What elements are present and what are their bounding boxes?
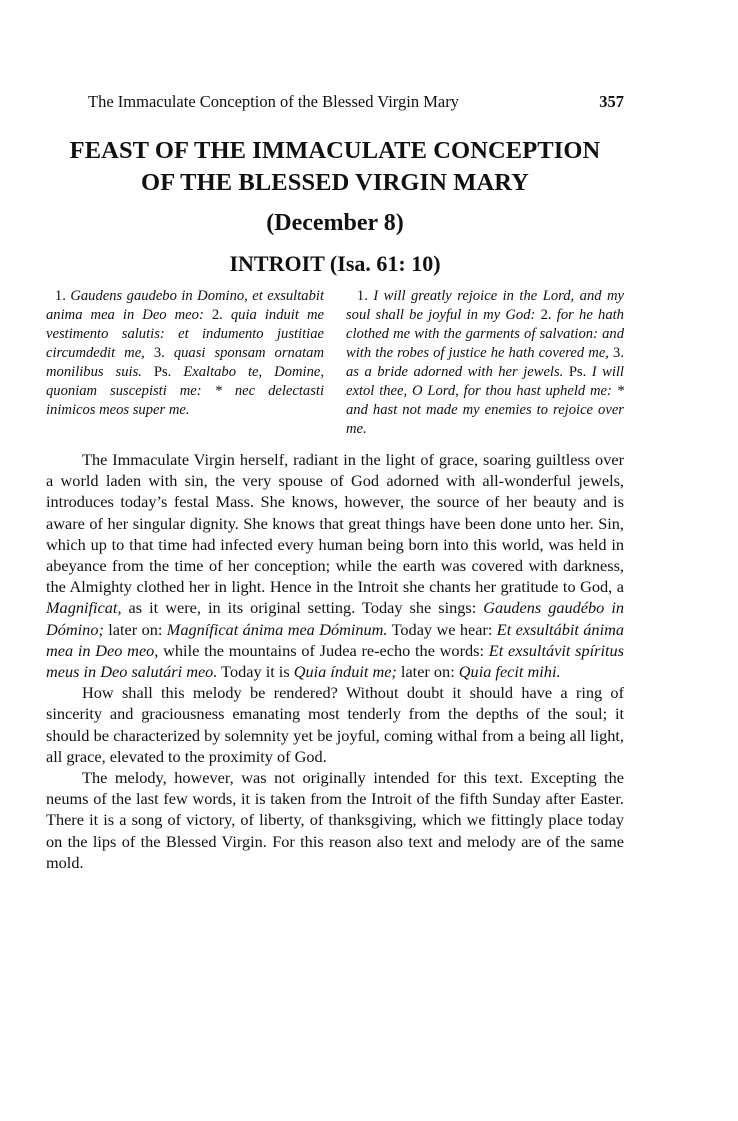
english-column [346,287,624,439]
page-number: 357 [599,92,624,111]
english-psalm: I will extol thee, O Lord, for thou hast upheld me: * and hast not made my enemies to rejoice over me. [346,364,624,437]
paragraph-3: The melody, however, was not originally intended for this text. Excepting the neums of the last few words, it is taken from the Introit of the fifth Sunday after Easter. There it is a song of victory, of liberty, of thanksgiving, which we fittingly place today on the lips of the Blessed Virgin. For this reason also text and melody are of the same mold. [46,768,624,872]
psalm-marker: Ps. [153,364,172,380]
latin-psalm: Exaltabo te, Domine, quoniam suscepisti me: * nec delectasti inimicos meos super me. [46,364,324,418]
verse-number: 2. [540,307,552,323]
latin-verse-1: Gaudens gaudebo in Domino, et exsultabit anima mea in Deo meo: [46,288,324,323]
introit-text-columns [46,287,624,439]
paragraph-2: How shall this melody be rendered? Without doubt it should have a ring of sincerity and graciousness emanating most tenderly from the depths of the soul; it should be characterized by solemnity yet be joyful, coming withal from a being all light, all grace, elevated to the proximity of God. [46,683,624,766]
text-run: while the mountains of Judea re-echo the words: [158,640,489,660]
english-verse-1: I will greatly rejoice in the Lord, and my soul shall be joyful in my God: [346,288,624,323]
english-verse-2: for he hath clothed me with the garments of salvation: and with the robes of justice he hath covered me, [346,307,624,361]
english-verse-3: as a bride adorned with her jewels. [346,364,564,380]
commentary [46,449,624,873]
feast-title-line-1: FEAST OF THE IMMACULATE CONCEPTION [69,137,601,164]
text-run: Today it is [217,662,294,682]
latin-column [46,287,324,439]
latin-phrase: Et exsultábit ánima mea in Deo meo, [46,619,624,660]
latin-phrase: Magníficat ánima mea Dóminum. [166,619,388,639]
verse-number: 3. [613,345,624,361]
paragraph-1 [46,449,624,682]
running-head [88,92,624,114]
text-run: later on: [396,662,459,682]
verse-number: 2. [211,307,223,323]
book-page [46,92,624,873]
latin-verse-3: quasi sponsam ornatam monilibus suis. [46,345,325,380]
verse-number: 3. [153,345,165,361]
latin-phrase: Magnificat, [46,598,122,618]
feast-title-line-2: OF THE BLESSED VIRGIN MARY [141,169,529,196]
latin-phrase: Quia fecit mihi. [458,662,561,682]
text-run: Today we hear: [387,619,497,639]
verse-number: 1. [356,288,368,304]
latin-phrase: Et exsultávit spíritus meus in Deo salutári meo. [46,640,624,682]
text-run: later on: [103,619,167,639]
feast-title [46,135,624,199]
psalm-marker: Ps. [568,364,587,380]
latin-phrase: Quia índuit me; [293,662,397,682]
introit-heading: INTROIT (Isa. 61: 10) [229,251,441,276]
running-head-title: The Immaculate Conception of the Blessed Virgin Mary [88,92,459,111]
feast-date: (December 8) [266,210,404,236]
text-run: as it were, in its original setting. Today she sings: [121,598,484,618]
text-run: The Immaculate Virgin herself, radiant in the light of grace, soaring guiltless over a world laden with sin, the very spouse of God adorned with all-wonderful jewels, introduces today’s festal Mass. She knows, however, the source of her beauty and is aware of her singular dignity. She knows that great things have been done unto her. Sin, which up to that time had infected every human being born into this world, was held in abeyance from the time of her conception; while the earth was covered with darkness, the Almighty clothed her in light. Hence in the Introit she chants her gratitude to God, a [46,450,624,597]
verse-number: 1. [54,288,66,304]
latin-verse-2: quia induit me vestimento salutis: et indumento justitiae circumdedit me, [46,307,324,361]
latin-phrase: Gaudens gaudébo in Dómino; [46,598,624,639]
